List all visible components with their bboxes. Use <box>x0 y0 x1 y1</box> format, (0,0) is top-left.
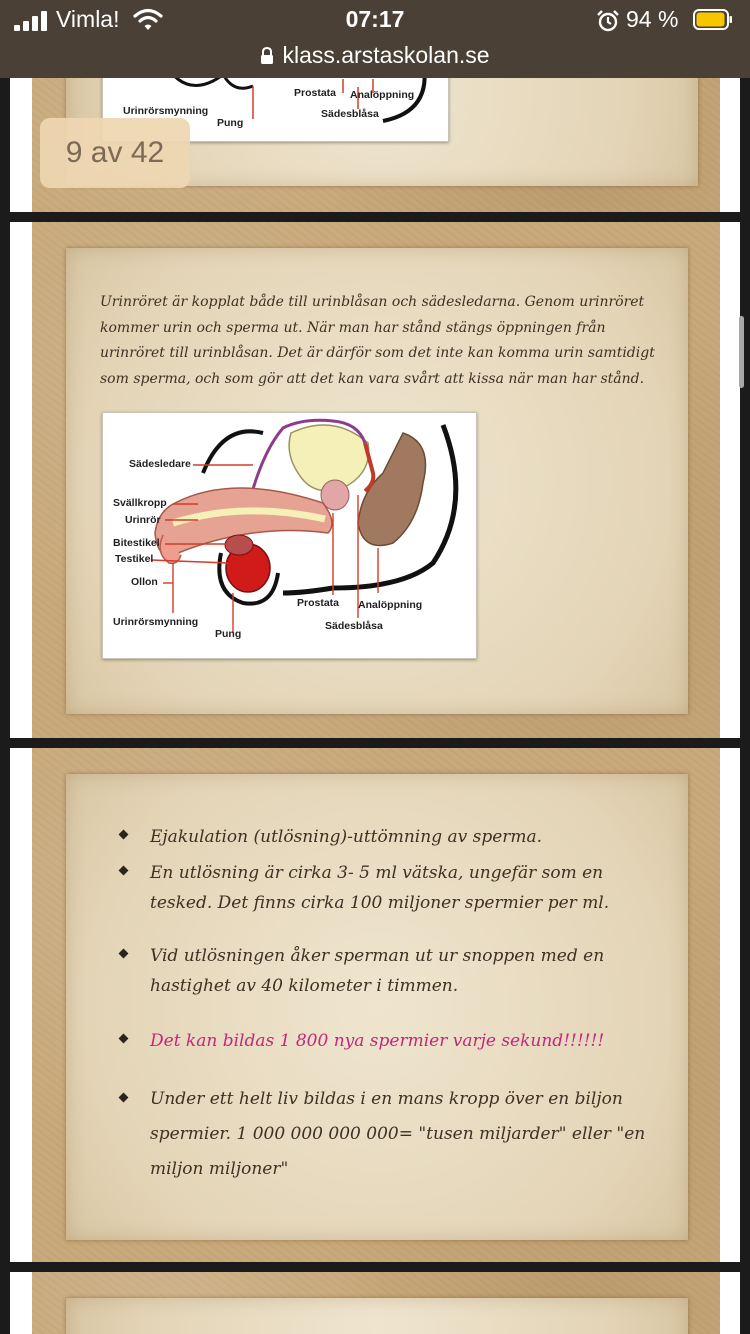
label-ollon: Ollon <box>131 576 158 588</box>
anatomy-diagram <box>102 412 477 659</box>
label-analoppning: Analöppning <box>358 599 423 611</box>
slide-11 <box>10 1272 740 1334</box>
label-prostata: Prostata <box>297 597 340 609</box>
label-urinror: Urinrör <box>125 514 161 526</box>
slide-9 <box>10 222 740 738</box>
label-pung: Pung <box>217 117 244 129</box>
browser-top-bar <box>0 0 750 78</box>
carrier-name: Vimla! <box>56 6 120 32</box>
label-urinrorsmynning: Urinrörsmynning <box>113 616 199 628</box>
label-sadesblasa: Sädesblåsa <box>325 620 383 632</box>
bullet-text: Ejakulation (utlösning)-uttömning av sperma. <box>150 827 543 847</box>
slide-text-urinror: Urinröret är kopplat både till urinblåsan och sädesledarna. Genom urinröret kommer urin och sperma ut. När man har stånd stängs öppningen från urinröret till urinblåsan. Det är därför som det inte kan komma urin samtidigt som sperma, och som gör att det kan vara svårt att kissa när man har stånd. <box>100 294 655 387</box>
battery-icon <box>693 9 733 30</box>
bullet-text: Vid utlösningen åker sperman ut ur snoppen med en hastighet av 40 kilometer i timmen. <box>150 946 605 996</box>
label-pung: Pung <box>215 628 242 640</box>
page-indicator: 9 av 42 <box>40 118 190 188</box>
url-text: klass.arstaskolan.se <box>282 42 490 68</box>
label-prostata: Prostata <box>294 87 337 99</box>
label-svallkropp: Svällkropp <box>113 497 167 509</box>
label-sadesblasa: Sädesblåsa <box>321 108 379 120</box>
scrollbar[interactable] <box>739 316 744 388</box>
label-sadesledare: Sädesledare <box>129 458 191 470</box>
label-analoppning: Analöppning <box>350 89 415 101</box>
label-testikel: Testikel <box>115 553 154 565</box>
status-bar <box>0 0 750 42</box>
bullet-text: Under ett helt liv bildas i en mans kropp över en biljon spermier. 1 000 000 000 000= "tusen miljarder" eller "en miljon miljoner" <box>150 1089 646 1179</box>
alarm-icon <box>596 9 620 33</box>
clock: 07:17 <box>345 6 405 32</box>
bullet-text-highlight: Det kan bildas 1 800 nya spermier varje sekund!!!!!! <box>150 1031 605 1051</box>
battery-percentage: 94 % <box>626 6 679 32</box>
label-urinrorsmynning: Urinrörsmynning <box>123 105 209 117</box>
slide-paper <box>66 1298 688 1334</box>
slide-10 <box>10 748 740 1262</box>
address-bar[interactable] <box>0 42 750 72</box>
bullet-text: En utlösning är cirka 3- 5 ml vätska, ungefär som en tesked. Det finns cirka 100 miljoner spermier per ml. <box>150 863 610 913</box>
lock-icon <box>260 47 274 65</box>
label-bitestikel: Bitestikel <box>113 537 160 549</box>
